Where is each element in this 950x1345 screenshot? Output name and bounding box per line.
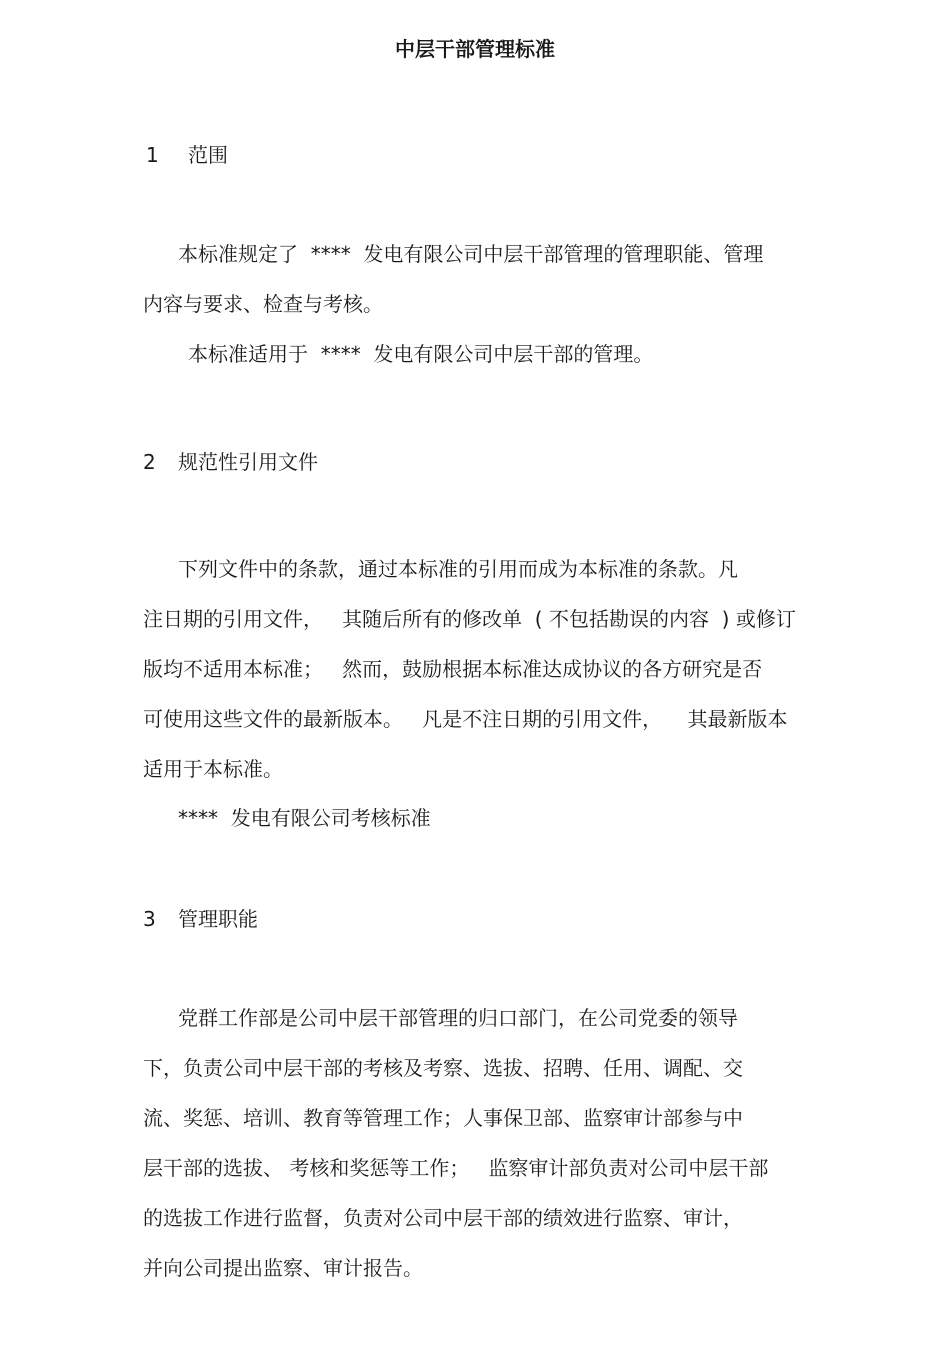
paragraph-line: 本标准适用于 **** 发电有限公司中层干部的管理。	[188, 342, 654, 366]
paragraph-line: 层干部的选拔、 考核和奖惩等工作； 监察审计部负责对公司中层干部	[143, 1156, 769, 1180]
referenced-document: **** 发电有限公司考核标准	[178, 806, 431, 830]
paragraph-line: 并向公司提出监察、审计报告。	[143, 1256, 423, 1280]
paragraph-line: 的选拔工作进行监督，负责对公司中层干部的绩效进行监察、审计，	[143, 1206, 743, 1230]
paragraph-line: 下列文件中的条款，通过本标准的引用而成为本标准的条款。凡	[178, 557, 738, 581]
paragraph-line: 版均不适用本标准； 然而，鼓励根据本标准达成协议的各方研究是否	[143, 657, 763, 681]
section-heading: 规范性引用文件	[178, 450, 318, 474]
page-title: 中层干部管理标准	[395, 37, 555, 61]
paragraph-line: 适用于本标准。	[143, 757, 283, 781]
paragraph-line: 注日期的引用文件， 其随后所有的修改单 ( 不包括勘误的内容 ) 或修订	[143, 607, 796, 631]
section-heading: 管理职能	[178, 907, 258, 931]
paragraph-line: 可使用这些文件的最新版本。 凡是不注日期的引用文件， 其最新版本	[143, 707, 788, 731]
paragraph-line: 内容与要求、检查与考核。	[143, 292, 383, 316]
paragraph-line: 党群工作部是公司中层干部管理的归口部门，在公司党委的领导	[178, 1006, 738, 1030]
section-number: 2	[143, 450, 156, 474]
section-heading: 范围	[188, 143, 228, 167]
paragraph-line: 流、奖惩、培训、教育等管理工作；人事保卫部、监察审计部参与中	[143, 1106, 743, 1130]
paragraph-line: 下，负责公司中层干部的考核及考察、选拔、招聘、任用、调配、交	[143, 1056, 743, 1080]
section-number: 3	[143, 907, 156, 931]
section-number: 1	[146, 143, 159, 167]
paragraph-line: 本标准规定了 **** 发电有限公司中层干部管理的管理职能、管理	[178, 242, 764, 266]
